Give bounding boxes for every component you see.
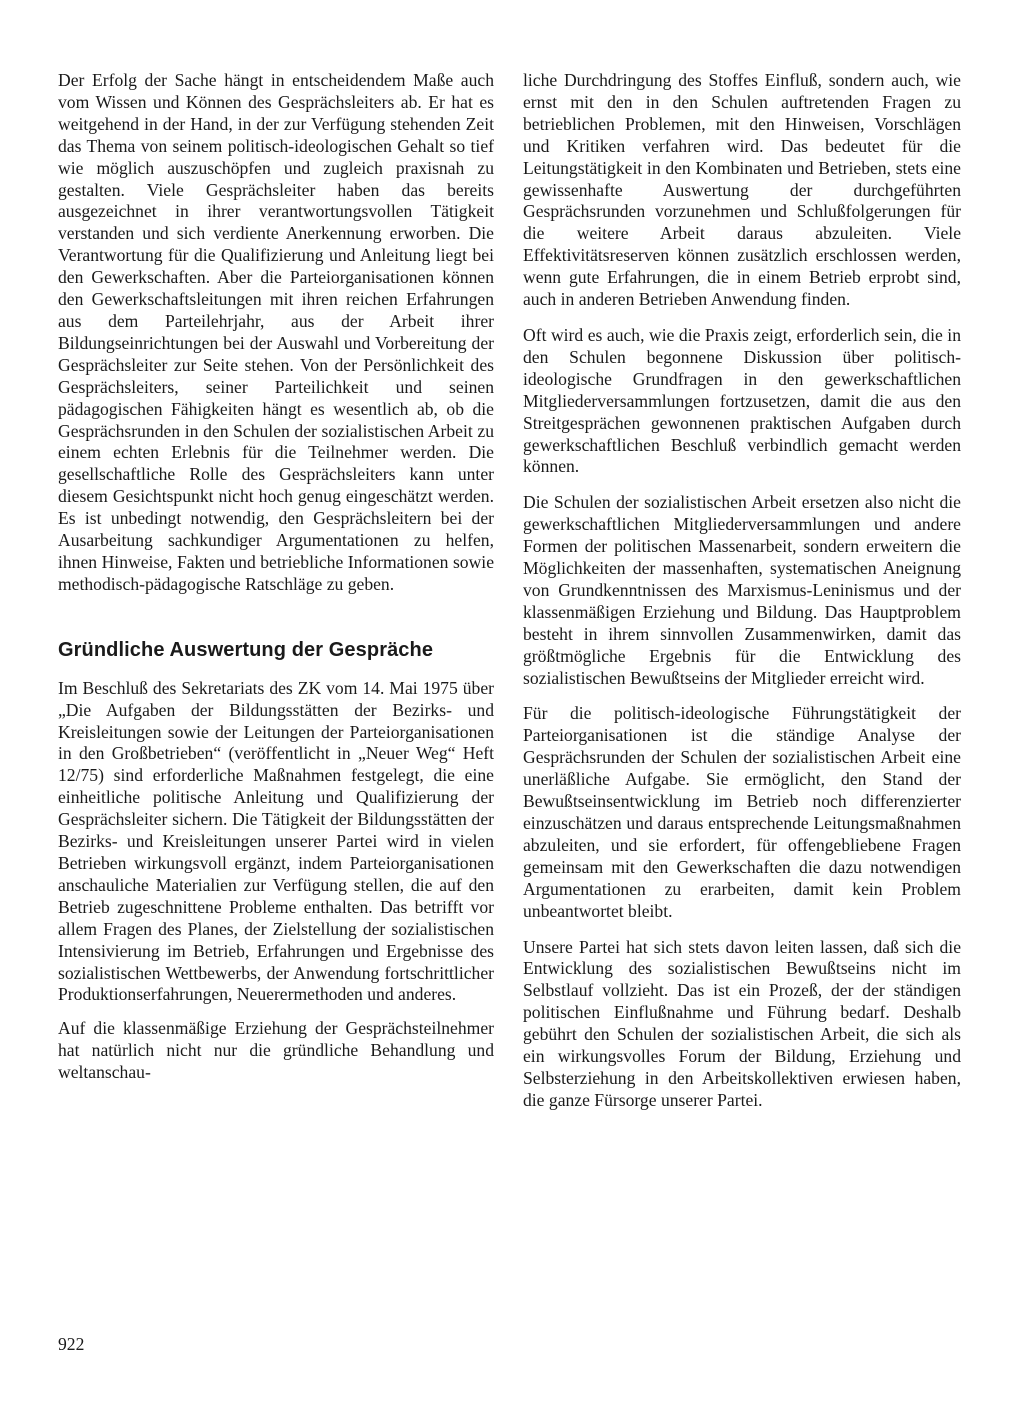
paragraph: liche Durchdringung des Stoffes Einfluß, sondern auch, wie ernst mit den in den Schulen auftretenden Fragen zu betrieblichen Problemen, mit den Hinweisen, Vorschlägen und Kritiken verfahren wird. Das bedeutet für die Leitungstätigkeit in den Kombinaten und Betrieben, stets eine gewissenhafte Auswertung der durchgeführten Gesprächsrunden vorzunehmen und Schlußfolgerungen für die weitere Arbeit daraus abzuleiten. Viele Effektivitätsreserven können zusätzlich erschlossen werden, wenn gute Erfahrungen, die in einem Betrieb erprobt sind, auch in anderen Betrieben Anwendung finden. (523, 70, 961, 310)
page-number: 922 (58, 1334, 85, 1354)
right-column (523, 70, 961, 1126)
paragraph: Der Erfolg der Sache hängt in entscheidendem Maße auch vom Wissen und Können des Gesprächsleiters ab. Er hat es weitgehend in der Hand, in der zur Verfügung stehenden Zeit das Thema von seinem politisch-ideologischen Gehalt so tief wie möglich auszuschöpfen und zugleich praxisnah zu gestalten. Viele Gesprächsleiter haben das bereits ausgezeichnet in ihrer verantwortungsvollen Tätigkeit verstanden und sich verdiente Anerkennung erworben. Die Verantwortung für die Qualifizierung und Anleitung liegt bei den Gewerkschaften. Aber die Parteiorganisationen können den Gewerkschaftsleitungen mit ihren reichen Erfahrungen aus dem Parteilehrjahr, aus der Arbeit ihrer Bildungseinrichtungen bei der Auswahl und Vorbereitung der Gesprächsleiter zur Seite stehen. Von der Persönlichkeit des Gesprächsleiters, seiner Parteilichkeit und seinen pädagogischen Fähigkeiten hängt es wesentlich ab, ob die Gesprächsrunden in den Schulen der sozialistischen Arbeit zu einem echten Erlebnis für die Teilnehmer werden. Die gesellschaftliche Rolle des Gesprächsleiters kann unter diesem Gesichtspunkt nicht hoch genug eingeschätzt werden. Es ist unbedingt notwendig, den Gesprächsleitern bei der Ausarbeitung sachkundiger Argumentationen zu helfen, ihnen Hinweise, Fakten und betriebliche Informationen sowie methodisch-pädagogische Ratschläge zu geben. (58, 70, 494, 594)
paragraph: Die Schulen der sozialistischen Arbeit ersetzen also nicht die gewerkschaftlichen Mitgliederversammlungen und andere Formen der politischen Massenarbeit, sondern erweitern die Möglichkeiten der massenhaften, systematischen Aneignung von Grundkenntnissen des Marxismus-Leninismus und der klassenmäßigen Erziehung und Bildung. Das Hauptproblem besteht in ihrem sinnvollen Zusammenwirken, damit das größtmögliche Ergebnis für die Entwicklung des sozialistischen Bewußtseins der Mitglieder erreicht wird. (523, 492, 961, 688)
paragraph: Für die politisch-ideologische Führungstätigkeit der Parteiorganisationen ist die ständige Analyse der Gesprächsrunden der Schulen der sozialistischen Arbeit eine unerläßliche Aufgabe. Sie ermöglicht, den Stand der Bewußtseinsentwicklung im Betrieb noch differenzierter einzuschätzen und daraus entsprechende Leitungsmaßnahmen abzuleiten, und sie erfordert, für offengebliebene Fragen gemeinsam mit den Gewerkschaften die dazu notwendigen Argumentationen zu erarbeiten, damit kein Problem unbeantwortet bleibt. (523, 703, 961, 921)
left-column (58, 70, 494, 1096)
paragraph: Im Beschluß des Sekretariats des ZK vom 14. Mai 1975 über „Die Aufgaben der Bildungsstätten der Bezirks- und Kreisleitungen sowie der Leitungen der Parteiorganisationen in den Großbetrieben“ (veröffentlicht in „Neuer Weg“ Heft 12/75) sind erforderliche Maßnahmen festgelegt, die eine einheitliche politische Anleitung und Qualifizierung der Gesprächsleiter sichern. Die Tätigkeit der Bildungsstätten der Bezirks- und Kreisleitungen unserer Partei wird in vielen Betrieben wirkungsvoll ergänzt, indem Parteiorganisationen anschauliche Materialien zur Verfügung stellen, die auf den Betrieb zugeschnittene Probleme enthalten. Das betrifft vor allem Fragen des Planes, der Zielstellung der sozialistischen Intensivierung im Betrieb, Erfahrungen und Ergebnisse des sozialistischen Wettbewerbs, der Anwendung fortschrittlicher Produktionserfahrungen, Neuerermethoden und anderes. (58, 677, 494, 1005)
paragraph: Unsere Partei hat sich stets davon leiten lassen, daß sich die Entwicklung des sozialistischen Bewußtseins nicht im Selbstlauf vollzieht. Das ist ein Prozeß, der der ständigen politischen Einflußnahme und Führung bedarf. Deshalb gebührt den Schulen der sozialistischen Arbeit, die sich als ein wirkungsvolles Forum der Bildung, Erziehung und Selbsterziehung in den Arbeitskollektiven erwiesen haben, die ganze Fürsorge unserer Partei. (523, 936, 961, 1110)
section-heading: Gründliche Auswertung der Gespräche (58, 638, 434, 661)
paragraph: Oft wird es auch, wie die Praxis zeigt, erforderlich sein, die in den Schulen begonnene Diskussion über politisch-ideologische Grundfragen in den gewerkschaftlichen Mitgliederversammlungen fortzusetzen, damit die aus den Streitgesprächen gewonnenen praktischen Aufgaben durch gewerkschaftlichen Beschluß verbindlich gemacht werden können. (523, 324, 961, 477)
paragraph: Auf die klassenmäßige Erziehung der Gesprächsteilnehmer hat natürlich nicht nur die gründliche Behandlung und weltanschau- (58, 1018, 494, 1083)
